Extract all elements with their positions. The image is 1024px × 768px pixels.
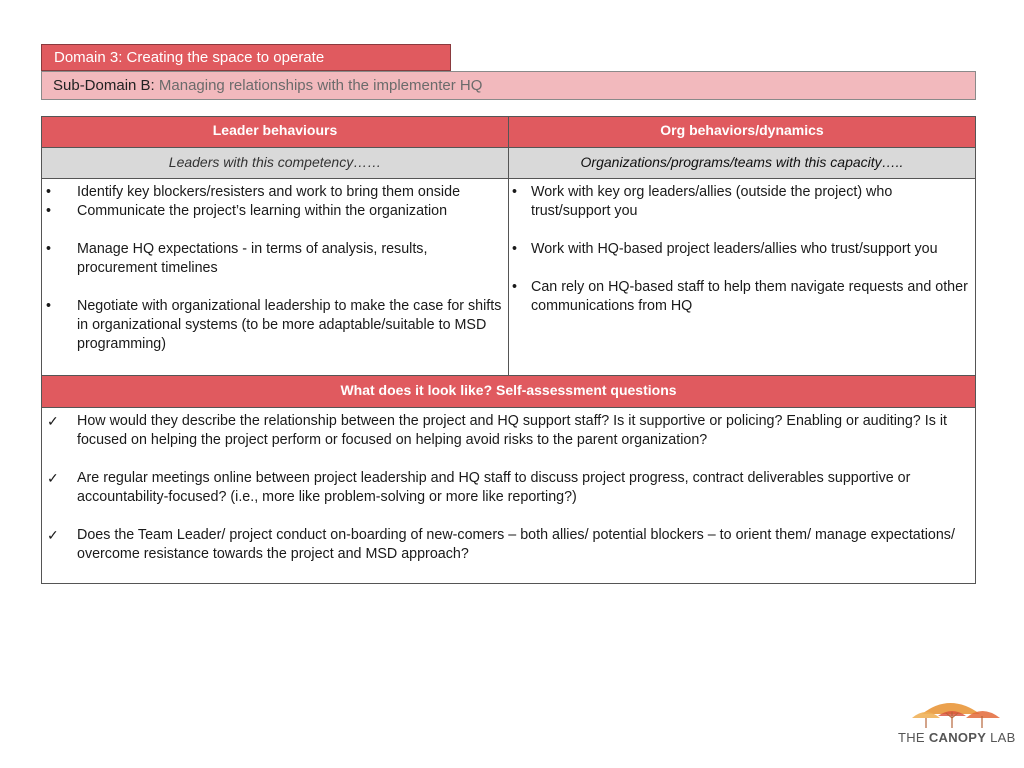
leader-behaviours-cell xyxy=(42,179,509,375)
logo-wordmark xyxy=(898,730,1016,745)
list-item-text: Negotiate with organizational leadership to make the case for shifts in organizational systems (to be more adaptable/suitable to MSD programming) xyxy=(77,298,502,352)
subdomain-prefix: Sub-Domain B: xyxy=(53,77,159,94)
list-item xyxy=(42,183,508,202)
list-item xyxy=(42,469,975,507)
check-mark-icon: ✓ xyxy=(47,527,59,543)
self-assessment-header-row xyxy=(42,376,975,408)
leader-subheader-cell xyxy=(42,148,509,178)
list-item xyxy=(42,240,508,278)
bullet-dot: • xyxy=(46,203,52,219)
leader-header: Leader behaviours xyxy=(212,122,338,138)
logo-prefix: THE xyxy=(898,730,929,745)
list-item xyxy=(509,240,975,259)
org-header-cell xyxy=(509,117,975,147)
bullet-dot: • xyxy=(512,241,518,257)
logo-suffix: LAB xyxy=(986,730,1016,745)
org-subheader: Organizations/programs/teams with this capacity….. xyxy=(580,154,904,170)
list-item xyxy=(42,526,975,564)
bullet-dot: • xyxy=(512,184,518,200)
question-text: Does the Team Leader/ project conduct on-boarding of new-comers – both allies/ potential blockers – to orient them/ manage expectations/ overcome resistance towards the project and MSD approach? xyxy=(77,527,955,562)
org-behaviors-cell xyxy=(509,179,975,375)
self-assessment-questions xyxy=(42,408,975,564)
org-header: Org behaviors/dynamics xyxy=(660,122,824,138)
canopy-trees-icon xyxy=(908,692,1008,728)
list-item-text: Can rely on HQ-based staff to help them navigate requests and other communications from HQ xyxy=(531,279,968,314)
competency-table xyxy=(41,116,976,584)
self-assessment-body xyxy=(42,408,975,583)
bullet-dot: • xyxy=(46,298,52,314)
canopy-lab-logo xyxy=(898,692,1016,752)
question-text: How would they describe the relationship between the project and HQ support staff? Is it supportive or policing? Enabling or auditing? Is it focused on helping the project perform or focused on helping avoid risks to the parent organization? xyxy=(77,413,947,448)
leader-behaviours-list xyxy=(42,179,508,354)
check-mark-icon: ✓ xyxy=(47,413,59,429)
list-item xyxy=(509,278,975,316)
domain-label: Domain 3: Creating the space to operate xyxy=(54,49,325,66)
table-subheader-row xyxy=(42,148,975,179)
list-item xyxy=(509,183,975,221)
subdomain-value: Managing relationships with the implementer HQ xyxy=(158,77,483,94)
check-mark-icon: ✓ xyxy=(47,470,59,486)
logo-brand: CANOPY xyxy=(928,730,987,745)
domain-title xyxy=(41,44,451,71)
list-item xyxy=(42,297,508,354)
list-item-text: Manage HQ expectations - in terms of analysis, results, procurement timelines xyxy=(77,241,428,276)
leader-header-cell xyxy=(42,117,509,147)
list-item-text: Communicate the project’s learning within the organization xyxy=(77,203,448,219)
table-header-row xyxy=(42,117,975,148)
bullet-dot: • xyxy=(46,241,52,257)
bullet-dot: • xyxy=(46,184,52,200)
list-item-text: Identify key blockers/resisters and work to bring them onside xyxy=(77,184,461,200)
self-assessment-header: What does it look like? Self-assessment questions xyxy=(340,382,677,398)
bullet-dot: • xyxy=(512,279,518,295)
list-item-text: Work with key org leaders/allies (outside the project) who trust/support you xyxy=(531,184,893,219)
org-subheader-cell xyxy=(509,148,975,178)
question-text: Are regular meetings online between project leadership and HQ staff to discuss project progress, contract deliverables supportive or accountability-focused? (i.e., more like problem-solving or more like reporting?) xyxy=(77,470,911,505)
list-item xyxy=(42,412,975,450)
table-body-row xyxy=(42,179,975,376)
leader-subheader: Leaders with this competency…… xyxy=(168,154,382,170)
subdomain-title xyxy=(41,71,976,100)
list-item xyxy=(42,202,508,221)
list-item-text: Work with HQ-based project leaders/allies who trust/support you xyxy=(531,241,938,257)
org-behaviors-list xyxy=(509,179,975,316)
